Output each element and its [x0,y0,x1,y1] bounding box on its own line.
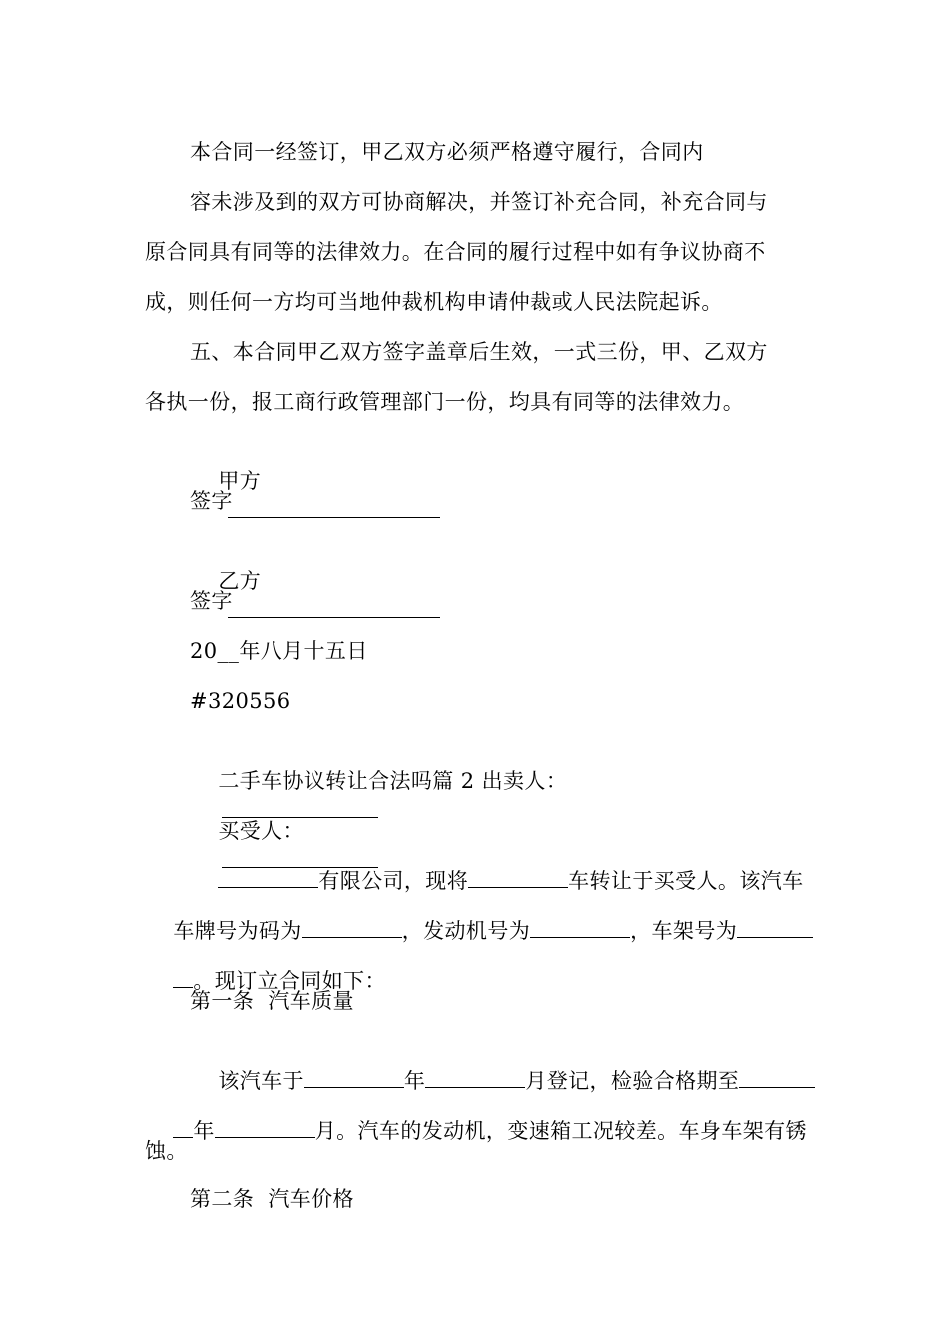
intro-text: 。现订立合同如下： [193,969,386,993]
article-1-line: 蚀。 [145,1139,188,1163]
article-text: 该汽车于 [218,1069,304,1093]
vin-blank [737,919,813,938]
intro-text: 车转让于买受人。该汽车 [568,869,804,893]
document-id: #320556 [190,689,291,713]
article-text: 年 [403,1069,426,1093]
paragraph-line: 本合同一经签订，甲乙双方必须严格遵守履行，合同内 [190,140,704,164]
article-2-title: 第二条 汽车价格 [190,1187,354,1211]
article-text: 月登记，检验合格期至 [525,1069,740,1093]
intro-text: ，车架号为 [630,919,738,943]
article-text: 月。汽车的发动机，变速箱工况较差。车身车架有锈 [314,1119,807,1143]
article-text: 年 [193,1119,215,1143]
party-a-blank [228,499,440,518]
inspection-month-blank [215,1119,315,1138]
buyer-label: 买受人： [218,819,304,843]
paragraph-line: 各执一份，报工商行政管理部门一份，均具有同等的法律效力。 [145,390,745,414]
contract-date: 20__年八月十五日 [190,639,368,663]
intro-text: ，发动机号为 [401,919,531,943]
party-b-blank [228,599,440,618]
engine-blank [530,919,630,938]
party-b-label: 乙方 [218,569,262,593]
paragraph-line: 容未涉及到的双方可协商解决，并签订补充合同，补充合同与 [190,190,768,214]
article-1-line [145,1086,807,1176]
party-a-label: 甲方 [218,469,262,493]
article-1-title: 第一条 汽车质量 [190,989,354,1013]
section-title-seller: 二手车协议转让合法吗篇 2 出卖人： [218,769,568,793]
intro-text: 有限公司，现将 [318,869,469,893]
paragraph-line: 成，则任何一方均可当地仲裁机构申请仲裁或人民法院起诉。 [145,290,723,314]
intro-text: 车牌号为码为 [173,919,302,943]
sign-a-label: 签字 [190,489,233,513]
paragraph-line: 五、本合同甲乙双方签字盖章后生效，一式三份，甲、乙双方 [190,340,768,364]
paragraph-line: 原合同具有同等的法律效力。在合同的履行过程中如有争议协商不 [145,240,766,264]
sign-b-label: 签字 [190,589,233,613]
